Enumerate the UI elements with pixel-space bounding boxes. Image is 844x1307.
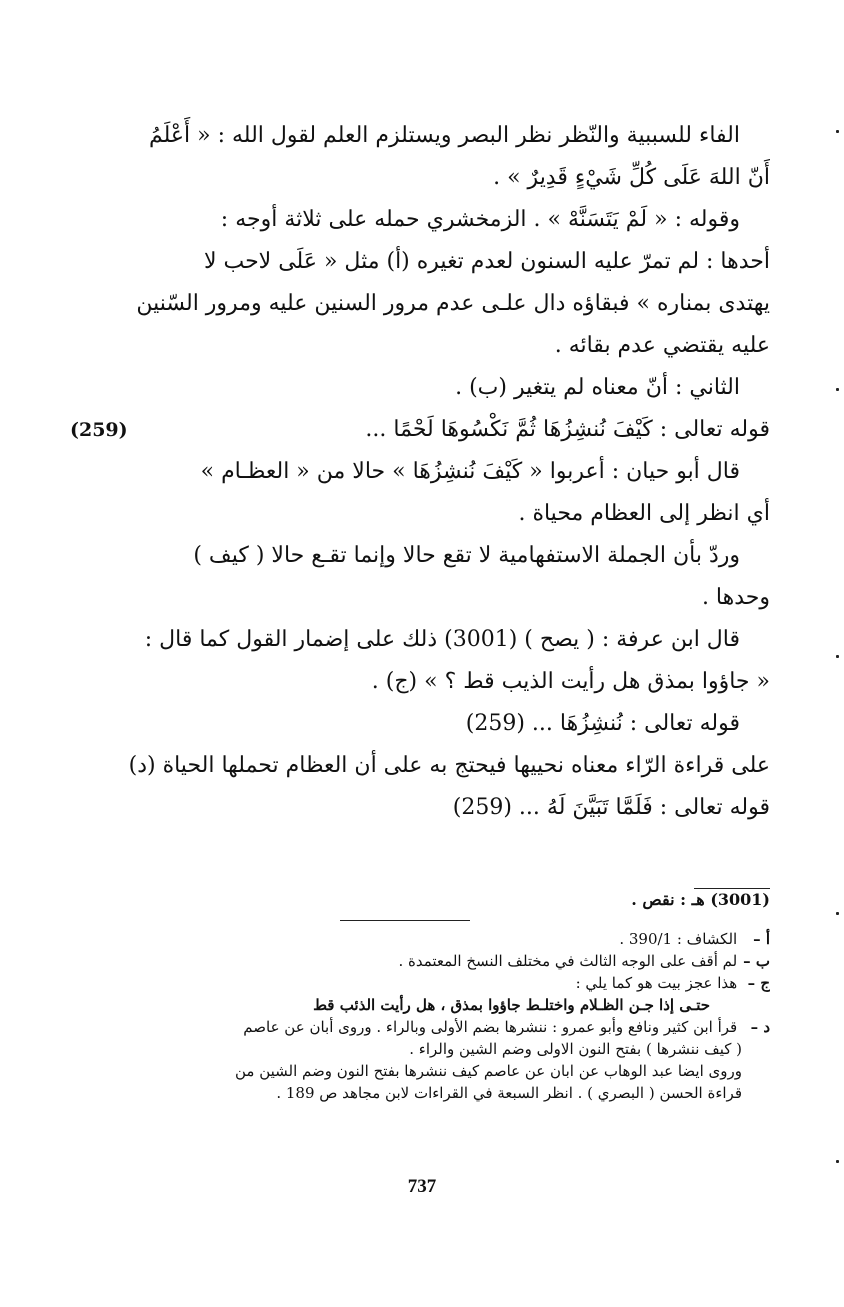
text-line: وقوله : « لَمْ يَتَسَنَّهْ » . الزمخشري حمله على ثلاثة أوجه : [220,207,740,232]
footnote-text: (3001) هـ : نقص . [631,890,770,909]
note-text: هذا عجز بيت هو كما يلي : [575,974,738,992]
note-text: قرأ ابن كثير ونافع وأبو عمرو : ننشرها بضم الأولى وبالراء . وروى أبان عن عاصم [243,1018,738,1036]
text-line: يهتدى بمناره » فبقاؤه دال علـى عدم مرور السنين عليه ومرور السّنين [136,291,770,316]
note-continuation: وروى ايضا عبد الوهاب عن ابان عن عاصم كيف ننشرها بفتح النون وضم الشين من [234,1062,742,1080]
text-line: « جاؤوا بمذق هل رأيت الذيب قط ؟ » (ج) . [371,669,770,694]
scan-speck [836,655,839,658]
note-item [70,928,770,950]
text-line: الثاني : أنّ معناه لم يتغير (ب) . [455,375,740,400]
note-text: الكشاف : 390/1 . [619,930,738,948]
text-line-with-ref [70,409,770,451]
text-line: قال ابن عرفة : ( يصح ) (3001) ذلك على إضمار القول كما قال : [144,627,740,652]
note-continuation: قراءة الحسن ( البصري ) . انظر السبعة في القراءات لابن مجاهد ص 189 . [276,1084,742,1102]
note-marker: د – [750,1018,770,1036]
note-item [70,972,770,994]
note-marker: ج – [747,974,770,992]
text-line: قوله تعالى : نُنشِزُهَا ... (259) [465,711,740,736]
text-line: الفاء للسببية والنّظر نظر البصر ويستلزم العلم لقول الله : « أَعْلَمُ [148,123,740,148]
note-text: لم أقف على الوجه الثالث في مختلف النسخ المعتمدة . [398,952,738,970]
text-line: قال أبو حيان : أعربوا « كَيْفَ نُنشِزُهَا » حالا من « العظـام » [200,459,740,484]
note-item [70,1016,770,1038]
footnote-main [70,882,770,912]
text-line: أَنّ اللهَ عَلَى كُلِّ شَيْءٍ قَدِيرٌ » . [493,165,770,190]
text-line: قوله تعالى : كَيْفَ نُنشِزُهَا ثُمَّ نَكْسُوهَا لَحْمًا ... [365,417,770,442]
note-poem-line: حتـى إذا جـن الظـلام واختلـط جاؤوا بمذق ، هل رأيت الذئب قط [313,996,710,1014]
verse-reference: (259) [70,419,128,441]
scan-speck [836,1160,839,1163]
scan-speck [836,388,839,391]
text-line: أحدها : لم تمرّ عليه السنون لعدم تغيره (أ) مثل « عَلَى لاحب لا [203,249,770,274]
text-line: قوله تعالى : فَلَمَّا تَبَيَّنَ لَهُ ... (259) [452,795,770,820]
note-item [70,950,770,972]
text-line: وردّ بأن الجملة الاستفهامية لا تقع حالا وإنما تقـع حالا ( كيف ) [193,543,740,568]
notes-divider [340,920,470,921]
page-number: 737 [407,1176,437,1197]
notes-block [70,928,770,1104]
scan-speck [836,912,839,915]
text-line: على قراءة الرّاء معناه نحييها فيحتج به على أن العظام تحملها الحياة (د) [128,753,770,778]
text-line: وحدها . [701,585,770,610]
note-marker: ب – [743,952,770,970]
scan-speck [836,130,839,133]
main-text [70,115,770,829]
note-marker: أ – [753,930,770,948]
text-line: عليه يقتضي عدم بقائه . [554,333,770,358]
text-line: أي انظر إلى العظام محياة . [518,501,770,526]
note-continuation: ( كيف ننشرها ) بفتح النون الاولى وضم الشين والراء . [409,1040,742,1058]
